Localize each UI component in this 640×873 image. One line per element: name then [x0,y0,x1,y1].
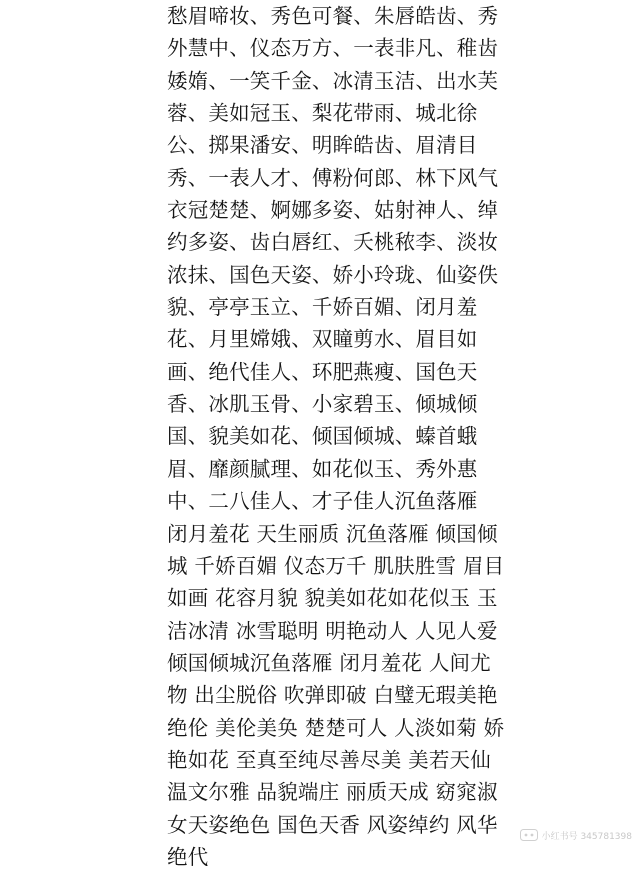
text-line-18: 城 千娇百媚 仪态万千 肌肤胜雪 眉目 [167,553,505,578]
text-line-9: 浓抹、国色天姿、娇小玲珑、仙姿佚 [167,262,499,287]
text-line-4: 蓉、美如冠玉、梨花带雨、城北徐 [167,101,478,126]
watermark [520,827,632,843]
idiom-text-block [167,0,505,873]
text-line-14: 国、貌美如花、倾国倾城、螓首蛾 [167,424,478,449]
text-line-20: 洁冰清 冰雪聪明 明艳动人 人见人爱 [167,618,498,643]
text-line-26: 女天姿绝色 国色天香 风姿绰约 风华 [167,812,498,837]
text-line-22: 物 出尘脱俗 吹弹即破 白璧无瑕美艳 [167,683,498,708]
text-line-15: 眉、靡颜腻理、如花似玉、秀外惠 [167,456,478,481]
text-line-17: 闭月羞花 天生丽质 沉鱼落雁 倾国倾 [167,521,498,546]
watermark-logo-icon [520,829,538,841]
text-line-12: 画、绝代佳人、环肥燕瘦、国色天 [167,359,478,384]
text-line-7: 衣冠楚楚、婀娜多姿、姑射神人、绰 [167,198,499,223]
text-line-13: 香、冰肌玉骨、小家碧玉、倾城倾 [167,392,478,417]
text-line-10: 貌、亭亭玉立、千娇百媚、闭月羞 [167,295,478,320]
text-line-21: 倾国倾城沉鱼落雁 闭月羞花 人间尤 [167,650,491,675]
text-line-5: 公、掷果潘安、明眸皓齿、眉清目 [167,133,478,158]
text-line-25: 温文尔雅 品貌端庄 丽质天成 窈窕淑 [167,780,498,805]
text-line-1: 愁眉啼妆、秀色可餐、朱唇皓齿、秀 [167,4,499,28]
text-line-27: 绝代 [167,844,209,869]
text-line-24: 艳如花 至真至纯尽善尽美 美若天仙 [167,747,491,772]
text-line-16: 中、二八佳人、才子佳人沉鱼落雁 [167,489,478,514]
text-line-8: 约多姿、齿白唇红、夭桃秾李、淡妆 [167,230,499,255]
text-line-3: 婑媠、一笑千金、冰清玉洁、出水芙 [167,68,499,93]
text-line-2: 外慧中、仪态万方、一表非凡、稚齿 [167,36,499,61]
text-line-23: 绝伦 美伦美奂 楚楚可人 人淡如菊 娇 [167,715,505,740]
text-line-6: 秀、一表人才、傅粉何郎、林下风气 [167,165,499,190]
text-line-19: 如画 花容月貌 貌美如花如花似玉 玉 [167,586,498,611]
text-line-11: 花、月里嫦娥、双瞳剪水、眉目如 [167,327,478,352]
watermark-text: 小红书号 345781398 [541,831,632,842]
